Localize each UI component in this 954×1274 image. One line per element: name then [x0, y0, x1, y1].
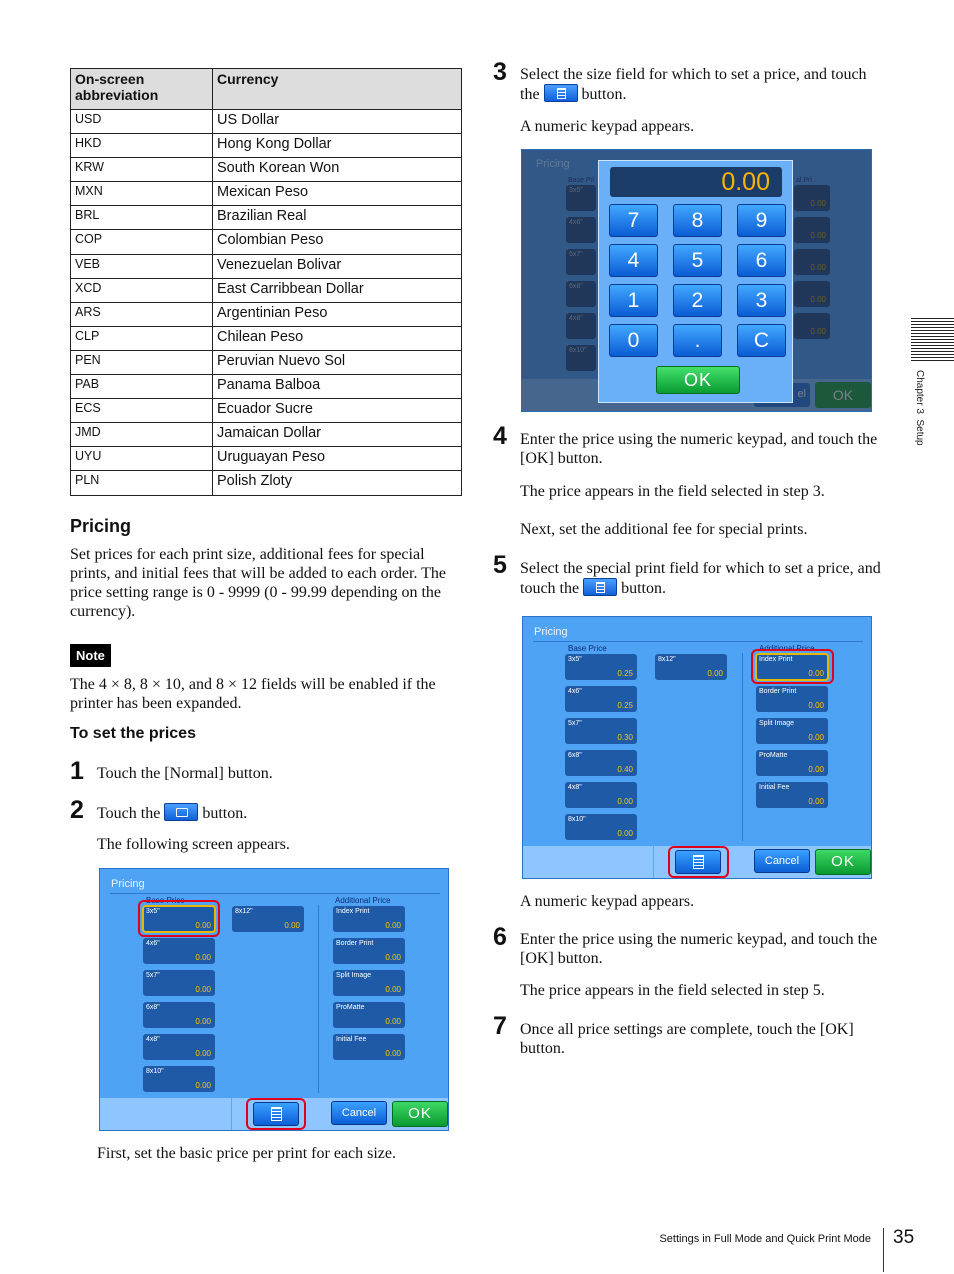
base-price-label: Base Price — [568, 644, 607, 653]
field-value: 0.00 — [617, 829, 633, 838]
page-number: 35 — [893, 1227, 915, 1248]
table-header-abbreviation: On-screen abbreviation — [71, 69, 213, 110]
pricing-screen-1 — [99, 868, 449, 1131]
keypad-key[interactable]: 9 — [737, 204, 786, 237]
field-value: 0.00 — [385, 921, 401, 930]
table-row — [71, 278, 462, 302]
extra-field[interactable] — [333, 970, 405, 996]
table-row — [71, 182, 462, 206]
table-row — [71, 254, 462, 278]
title-divider — [533, 641, 863, 642]
step-text — [520, 65, 882, 104]
table-row — [71, 302, 462, 326]
step-number: 7 — [493, 1012, 507, 1040]
step-number: 1 — [70, 757, 84, 785]
subheading-set-prices: To set the prices — [70, 725, 196, 742]
size-field[interactable] — [143, 1066, 215, 1092]
calculator-icon — [583, 578, 617, 596]
field-label: 8x10" — [146, 1068, 164, 1075]
field-value: 0.00 — [195, 1049, 211, 1058]
currency-cell: Argentinian Peso — [213, 302, 462, 326]
abbreviation-cell: PAB — [71, 375, 213, 399]
keypad-key[interactable]: 7 — [609, 204, 658, 237]
keypad-screen — [521, 149, 872, 412]
step-text-before: Select the special print field for which to set a price, and touch the — [520, 560, 881, 597]
highlight-ring — [138, 900, 220, 937]
table-row — [71, 375, 462, 399]
field-value: 0.00 — [195, 953, 211, 962]
abbreviation-cell: MXN — [71, 182, 213, 206]
abbreviation-cell: USD — [71, 110, 213, 134]
table-row — [71, 350, 462, 374]
currency-cell: South Korean Won — [213, 158, 462, 182]
step-text: Touch the [Normal] button. — [97, 765, 273, 782]
table-row — [71, 399, 462, 423]
cancel-button[interactable]: Cancel — [754, 849, 810, 873]
currency-cell: Ecuador Sucre — [213, 399, 462, 423]
table-row — [71, 158, 462, 182]
currency-cell: Peruvian Nuevo Sol — [213, 350, 462, 374]
field-value: 0.00 — [808, 733, 824, 742]
calculator-icon — [544, 84, 578, 102]
field-label: 4x6" — [146, 940, 160, 947]
field-value: 0.00 — [385, 953, 401, 962]
field-label: 3x5" — [146, 908, 160, 915]
field-value: 0.25 — [617, 701, 633, 710]
field-value: 0.00 — [195, 985, 211, 994]
field-label: Initial Fee — [759, 784, 790, 791]
step-text-before: Touch the — [97, 805, 161, 822]
abbreviation-cell: UYU — [71, 447, 213, 471]
currency-cell: Venezuelan Bolivar — [213, 254, 462, 278]
field-value: 0.00 — [617, 797, 633, 806]
base-price-label: Base Price — [146, 896, 185, 905]
field-label: 6x8" — [568, 752, 582, 759]
footer-section: Settings in Full Mode and Quick Print Mode — [659, 1233, 871, 1245]
keypad-appears-text: A numeric keypad appears. — [520, 893, 695, 910]
currency-cell: Jamaican Dollar — [213, 423, 462, 447]
pricing-screen-2 — [522, 616, 872, 879]
field-value: 0.00 — [808, 797, 824, 806]
currency-cell: East Carribbean Dollar — [213, 278, 462, 302]
extra-field[interactable] — [756, 750, 828, 776]
step-number: 4 — [493, 422, 507, 450]
table-row — [71, 471, 462, 495]
field-value: 0.00 — [195, 1017, 211, 1026]
column-divider — [742, 653, 743, 841]
field-label: Border Print — [336, 940, 374, 947]
table-row — [71, 206, 462, 230]
abbreviation-cell: VEB — [71, 254, 213, 278]
keypad-key[interactable]: 5 — [673, 244, 722, 277]
highlight-ring — [668, 846, 729, 878]
field-label: ProMatte — [759, 752, 788, 759]
first-set-text: First, set the basic price per print for each size. — [97, 1145, 396, 1162]
highlight-ring — [751, 649, 834, 684]
step-text-after: button. — [202, 805, 248, 822]
footer-divider — [883, 1228, 884, 1272]
step-number: 2 — [70, 796, 84, 824]
keypad-key[interactable]: C — [737, 324, 786, 357]
table-row — [71, 423, 462, 447]
step-text: Enter the price using the numeric keypad, and touch the [OK] button. — [520, 931, 878, 967]
size-field[interactable] — [565, 782, 637, 808]
chapter-tab-decoration — [911, 318, 954, 362]
bar-divider — [231, 1098, 232, 1130]
keypad-display: 0.00 — [610, 167, 782, 197]
field-label: 8x10" — [568, 816, 586, 823]
section-heading-pricing: Pricing — [70, 516, 132, 536]
size-field-8x12[interactable]: 8x12" 0.00 — [655, 654, 727, 680]
field-value: 0.00 — [808, 669, 824, 678]
keypad-key[interactable]: 1 — [609, 284, 658, 317]
extra-field[interactable] — [756, 782, 828, 808]
table-row — [71, 110, 462, 134]
step-text — [520, 559, 882, 598]
table-row — [71, 230, 462, 254]
following-screen-text: The following screen appears. — [97, 836, 290, 853]
ok-button[interactable]: OK — [815, 849, 871, 875]
size-field[interactable] — [143, 970, 215, 996]
step-text-after: button. — [621, 580, 666, 597]
currency-cell: Polish Zloty — [213, 471, 462, 495]
field-label: Border Print — [759, 688, 797, 695]
field-label: Initial Fee — [336, 1036, 367, 1043]
currency-cell: Chilean Peso — [213, 326, 462, 350]
table-row — [71, 134, 462, 158]
toolbox-icon — [164, 803, 198, 821]
field-value: 0.25 — [617, 669, 633, 678]
size-field[interactable] — [143, 938, 215, 964]
size-field[interactable] — [565, 686, 637, 712]
field-label: 3x5" — [568, 656, 582, 663]
size-field[interactable] — [143, 1034, 215, 1060]
currency-cell: Panama Balboa — [213, 375, 462, 399]
field-label: Index Print — [759, 656, 793, 663]
price-step3-text: The price appears in the field selected in step 3. — [520, 483, 825, 500]
field-label: 6x8" — [146, 1004, 160, 1011]
step-text — [97, 803, 247, 823]
screen-title: Pricing — [111, 878, 145, 890]
field-value: 0.00 — [808, 701, 824, 710]
keypad-ok-button[interactable]: OK — [656, 366, 740, 394]
keypad-key[interactable]: 2 — [673, 284, 722, 317]
keypad-appears-text: A numeric keypad appears. — [520, 118, 695, 135]
size-field-8x12[interactable]: 8x12" 0.00 — [232, 906, 304, 932]
abbreviation-cell: PEN — [71, 350, 213, 374]
step-number: 5 — [493, 551, 507, 579]
abbreviation-cell: CLP — [71, 326, 213, 350]
field-value: 0.00 — [808, 765, 824, 774]
currency-cell: Uruguayan Peso — [213, 447, 462, 471]
currency-cell: Colombian Peso — [213, 230, 462, 254]
keypad-key[interactable]: 0 — [609, 324, 658, 357]
abbreviation-cell: PLN — [71, 471, 213, 495]
field-value: 0.00 — [385, 985, 401, 994]
screen-title: Pricing — [534, 626, 568, 638]
currency-cell: Mexican Peso — [213, 182, 462, 206]
extra-field[interactable] — [756, 718, 828, 744]
field-value: 0.00 — [385, 1017, 401, 1026]
keypad-key[interactable]: 3 — [737, 284, 786, 317]
pricing-intro: Set prices for each print size, additional fees for special prints, and initial fees that will be added to each order. The price setting range is 0 - 9999 (0 - 99.99 depending on the currency). — [70, 546, 447, 620]
column-divider — [318, 905, 319, 1093]
abbreviation-cell: XCD — [71, 278, 213, 302]
step-text: Once all price settings are complete, touch the [OK] button. — [520, 1021, 854, 1057]
field-label: Split Image — [336, 972, 372, 979]
abbreviation-cell: ARS — [71, 302, 213, 326]
currency-cell: Hong Kong Dollar — [213, 134, 462, 158]
extra-field[interactable] — [333, 1034, 405, 1060]
abbreviation-cell: KRW — [71, 158, 213, 182]
field-label: ProMatte — [336, 1004, 365, 1011]
field-value: 0.00 — [195, 921, 211, 930]
field-value: 0.40 — [617, 765, 633, 774]
currency-table — [70, 68, 462, 496]
field-label: 5x7" — [568, 720, 582, 727]
table-row — [71, 447, 462, 471]
step-text-after: button. — [581, 86, 627, 103]
size-field[interactable] — [565, 750, 637, 776]
extra-field[interactable] — [333, 938, 405, 964]
price-step5-text: The price appears in the field selected in step 5. — [520, 982, 825, 999]
keypad-key[interactable]: 6 — [737, 244, 786, 277]
size-field[interactable] — [143, 1002, 215, 1028]
abbreviation-cell: JMD — [71, 423, 213, 447]
cancel-button[interactable]: Cancel — [331, 1101, 387, 1125]
step-text: Enter the price using the numeric keypad, and touch the [OK] button. — [520, 431, 878, 467]
abbreviation-cell: COP — [71, 230, 213, 254]
ok-button[interactable]: OK — [392, 1101, 448, 1127]
title-divider — [110, 893, 440, 894]
size-field[interactable] — [565, 814, 637, 840]
note-label: Note — [70, 644, 111, 667]
size-field[interactable] — [565, 718, 637, 744]
field-label: 4x8" — [568, 784, 582, 791]
step-number: 6 — [493, 923, 507, 951]
highlight-ring — [246, 1098, 306, 1130]
keypad-key[interactable]: 8 — [673, 204, 722, 237]
additional-price-label: Additional Price — [335, 896, 391, 905]
keypad-key[interactable]: . — [673, 324, 722, 357]
field-label: 5x7" — [146, 972, 160, 979]
extra-field[interactable] — [333, 1002, 405, 1028]
abbreviation-cell: HKD — [71, 134, 213, 158]
size-field[interactable] — [565, 654, 637, 680]
abbreviation-cell: ECS — [71, 399, 213, 423]
table-header-currency: Currency — [213, 69, 462, 110]
extra-field[interactable] — [756, 686, 828, 712]
field-value: 0.00 — [195, 1081, 211, 1090]
field-label: 4x8" — [146, 1036, 160, 1043]
bar-divider — [653, 846, 654, 878]
additional-price-label: Additional Price — [759, 644, 815, 653]
field-label: Index Print — [336, 908, 370, 915]
field-value: 0.00 — [385, 1049, 401, 1058]
field-value: 0.30 — [617, 733, 633, 742]
keypad-key[interactable]: 4 — [609, 244, 658, 277]
note-text: The 4 × 8, 8 × 10, and 8 × 12 fields will be enabled if the printer has been expanded. — [70, 676, 436, 712]
currency-cell: Brazilian Real — [213, 206, 462, 230]
currency-cell: US Dollar — [213, 110, 462, 134]
field-label: 4x6" — [568, 688, 582, 695]
field-label: Split Image — [759, 720, 795, 727]
abbreviation-cell: BRL — [71, 206, 213, 230]
next-fee-text: Next, set the additional fee for special prints. — [520, 521, 808, 538]
chapter-label: Chapter 3 Setup — [914, 370, 925, 446]
table-row — [71, 326, 462, 350]
extra-field[interactable] — [333, 906, 405, 932]
step-text-before: Select the size field for which to set a price, and touch the — [520, 66, 867, 103]
step-number: 3 — [493, 58, 507, 86]
keypad-panel — [598, 160, 793, 403]
